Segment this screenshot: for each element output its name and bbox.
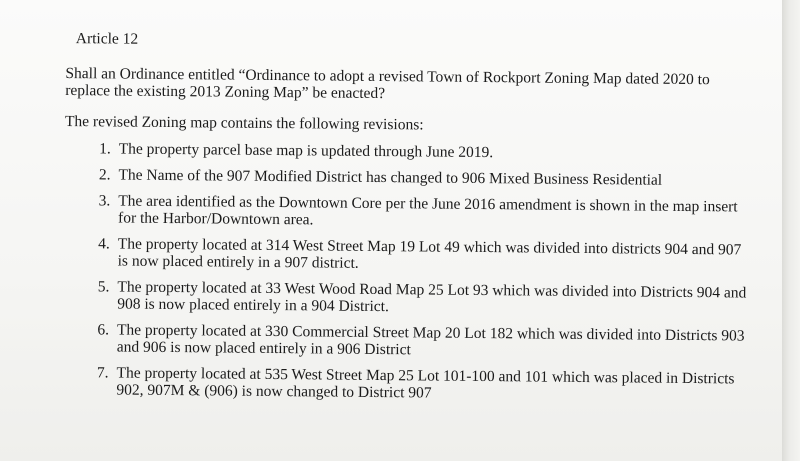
list-item-text: The Name of the 907 Modified District has changed to 906 Mixed Business Residential bbox=[118, 166, 663, 189]
document-body bbox=[62, 18, 756, 414]
revisions-list bbox=[62, 140, 754, 405]
list-item-text: The property located at 535 West Street Map 25 Lot 101-100 and 101 which was placed in Districts 902, 907M & (906) is now changed to District 907 bbox=[116, 364, 735, 402]
ordinance-question: Shall an Ordinance entitled “Ordinance to adopt a revised Town of Rockport Zoning Map dated 2020 to replace the existing 2013 Zoning Map” be enacted? bbox=[65, 64, 710, 103]
list-item-text: The property located at 330 Commercial Street Map 20 Lot 182 which was divided into Districts 903 and 906 is now placed entirely in a 906 District bbox=[116, 321, 745, 359]
list-item bbox=[63, 278, 753, 319]
page-edge-shadow bbox=[782, 0, 800, 461]
list-item-text: The property parcel base map is updated through June 2019. bbox=[118, 140, 494, 162]
list-item-number: 7. bbox=[96, 364, 109, 382]
list-item bbox=[64, 166, 754, 190]
article-title: Article 12 bbox=[75, 30, 139, 48]
list-item bbox=[65, 140, 755, 164]
list-item-number: 3. bbox=[98, 192, 111, 210]
list-item-number: 1. bbox=[99, 140, 111, 158]
list-item-text: The property located at 314 West Street Map 19 Lot 49 which was divided into districts 904 and 907 is now placed entirely in a 907 district. bbox=[117, 235, 742, 272]
list-item bbox=[64, 235, 754, 276]
list-item-text: The property located at 33 West Wood Road Map 25 Lot 93 which was divided into Districts 904 and 908 is now placed entirely in a 904 District. bbox=[117, 278, 747, 316]
revisions-intro: The revised Zoning map contains the following revisions: bbox=[64, 112, 424, 134]
list-item bbox=[62, 364, 752, 405]
list-item-text: The area identified as the Downtown Core per the June 2016 amendment is shown in the map insert for the Harbor/Downtown area. bbox=[118, 192, 738, 229]
list-item-number: 5. bbox=[97, 278, 110, 296]
list-item-number: 4. bbox=[98, 235, 110, 253]
list-item bbox=[63, 321, 753, 362]
list-item-number: 2. bbox=[98, 166, 111, 184]
list-item bbox=[64, 192, 754, 233]
list-item-number: 6. bbox=[97, 321, 110, 339]
